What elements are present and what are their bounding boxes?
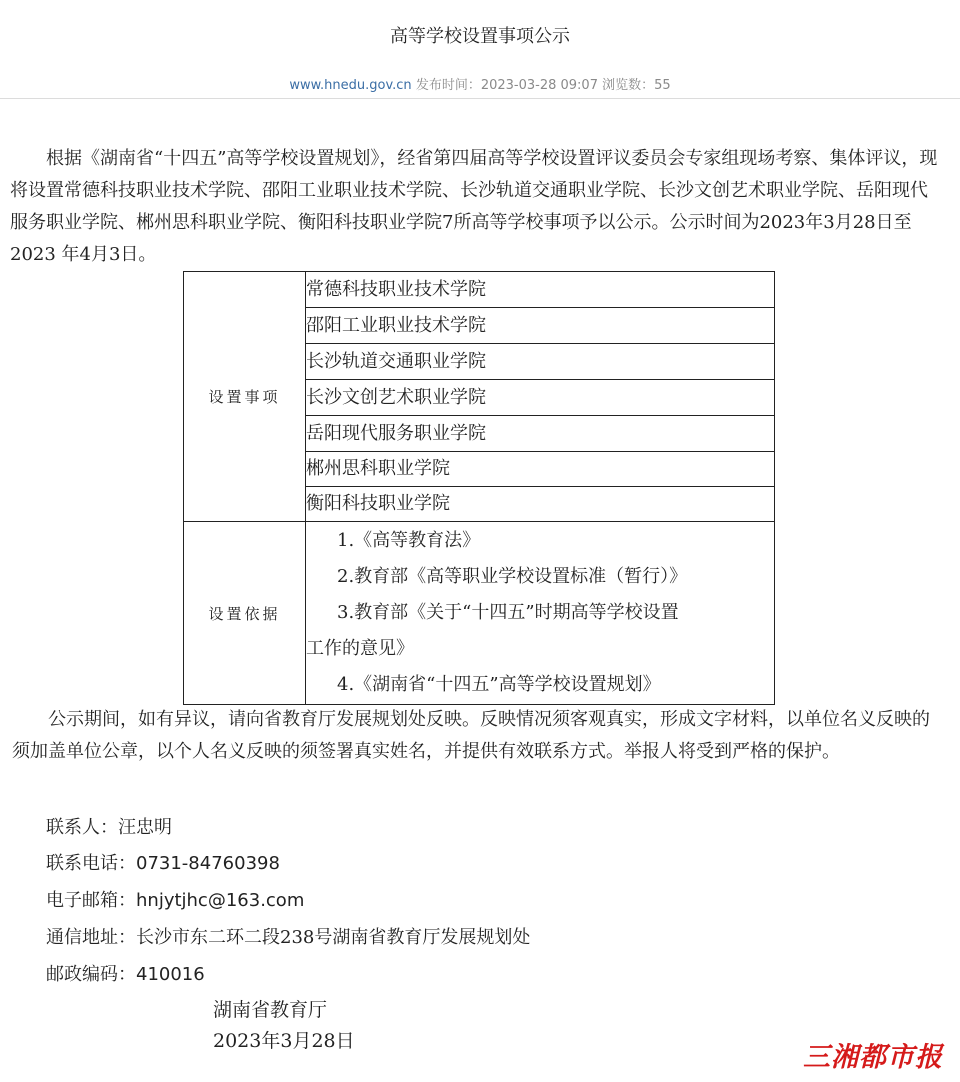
- school-row: 岳阳现代服务职业学院: [306, 416, 775, 452]
- signature-org: 湖南省教育厅: [213, 999, 328, 1021]
- school-row: 郴州思科职业学院: [306, 452, 775, 487]
- watermark-logo: 三湘都市报: [803, 1042, 943, 1073]
- basis-item: 4.《湖南省“十四五”高等学校设置规划》: [337, 674, 661, 695]
- page-title: 高等学校设置事项公示: [390, 26, 570, 47]
- article-body: [10, 143, 940, 271]
- items-label: 设置事项: [184, 272, 306, 522]
- contact-label: 联系人：: [46, 817, 118, 838]
- contact-postcode: [46, 960, 205, 986]
- contact-value: 长沙市东二环二段238号湖南省教育厅发展规划处: [136, 927, 531, 948]
- contact-label: 通信地址：: [46, 927, 136, 948]
- views-count: 55: [654, 78, 671, 93]
- contact-phone: [46, 849, 280, 875]
- publish-time: 2023-03-28 09:07: [480, 78, 598, 93]
- publish-label: 发布时间：: [415, 78, 481, 93]
- contact-label: 联系电话：: [46, 853, 136, 874]
- notice-section: [12, 704, 940, 768]
- article-meta: [0, 74, 960, 93]
- basis-item: 1.《高等教育法》: [337, 530, 481, 551]
- contact-label: 邮政编码：: [46, 964, 136, 985]
- schools-table: [183, 271, 775, 705]
- email-link[interactable]: hnjytjhc@163.com: [136, 890, 305, 911]
- intro-paragraph: 根据《湖南省“十四五”高等学校设置规划》，经省第四届高等学校设置评议委员会专家组现场考察、集体评议，现将设置常德科技职业技术学院、邵阳工业职业技术学院、长沙轨道交通职业学院、长沙文创艺术职业学院、岳阳现代服务职业学院、郴州思科职业学院、衡阳科技职业学院7所高等学校事项予以公示。公示时间为2023年3月28日至2023 年4月3日。: [10, 148, 938, 265]
- basis-item-continued: 工作的意见》: [306, 638, 414, 659]
- contact-label: 电子邮箱：: [46, 890, 136, 911]
- contact-value: 410016: [136, 964, 205, 985]
- basis-cell: [306, 522, 775, 705]
- signature-date: 2023年3月28日: [213, 1030, 355, 1052]
- school-row: 长沙轨道交通职业学院: [306, 344, 775, 380]
- school-row: 邵阳工业职业技术学院: [306, 308, 775, 344]
- basis-item: 3.教育部《关于“十四五”时期高等学校设置: [337, 602, 679, 623]
- contact-value: 0731-84760398: [136, 853, 280, 874]
- contact-email: [46, 886, 304, 912]
- school-row: 长沙文创艺术职业学院: [306, 380, 775, 416]
- site-link[interactable]: www.hnedu.gov.cn: [289, 78, 412, 93]
- school-row: 常德科技职业技术学院: [306, 272, 775, 308]
- header-divider: [0, 98, 960, 99]
- contact-value: 汪忠明: [118, 817, 172, 838]
- school-row: 衡阳科技职业学院: [306, 487, 775, 522]
- basis-item: 2.教育部《高等职业学校设置标准（暂行）》: [337, 566, 688, 587]
- contact-address: [46, 923, 530, 949]
- notice-paragraph: 公示期间，如有异议，请向省教育厅发展规划处反映。反映情况须客观真实，形成文字材料，以单位名义反映的须加盖单位公章，以个人名义反映的须签署真实姓名，并提供有效联系方式。举报人将受到严格的保护。: [12, 709, 930, 762]
- views-label: 浏览数：: [602, 78, 655, 93]
- contact-person: [46, 813, 172, 839]
- basis-label: 设置依据: [184, 522, 306, 705]
